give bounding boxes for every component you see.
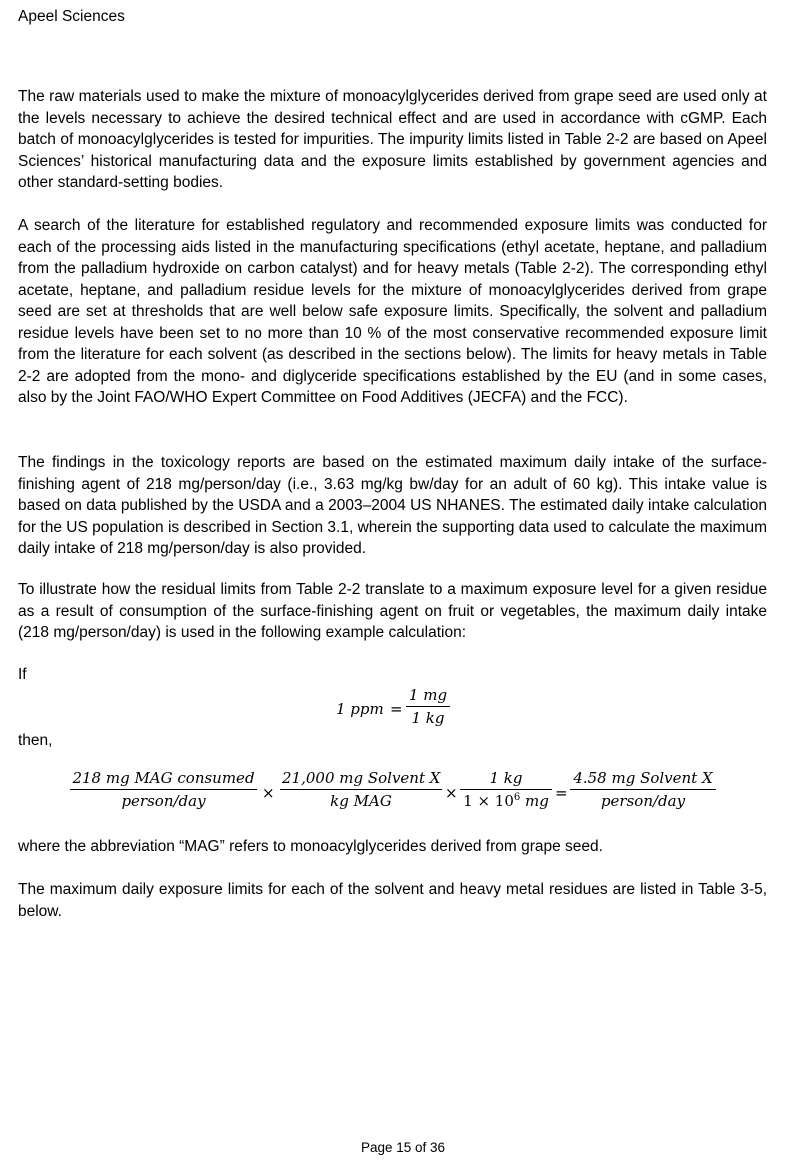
label-if: If (18, 666, 27, 683)
eq2-f3-den-exponent: 6 (513, 792, 521, 803)
eq1-lhs: 1 ppm (336, 700, 384, 718)
eq2-times-1: × (262, 784, 275, 802)
eq2-f2-numerator: 21,000 mg Solvent X (280, 769, 442, 790)
running-header: Apeel Sciences (18, 8, 125, 25)
eq2-f3-den-base: 1 × 10 (463, 792, 514, 810)
eq2-f3-denominator (460, 790, 552, 810)
eq2-f3-den-unit: mg (520, 792, 549, 810)
eq2-f3-numerator: 1 kg (460, 769, 552, 790)
eq1-denominator: 1 kg (411, 709, 445, 727)
eq2-f2-denominator: kg MAG (330, 792, 392, 810)
eq2-fraction-solvent (280, 769, 442, 810)
paragraph-literature-search: A search of the literature for established regulatory and recommended exposure limits was conducted for each of the processing aids listed in the manufacturing specifications (ethyl acetate, heptane, and palladium from the palladium hydroxide on carbon catalyst) and for heavy metals (Table 2-2). The corresponding ethyl acetate, heptane, and palladium residue levels for the mixture of monoacylglycerides derived from grape seed are set at thresholds that are well below safe exposure limits. Specifically, the solvent and palladium residue levels have been set to no more than 10 % of the most conservative recommended exposure limit from the literature for each solvent (as described in the sections below). The limits for heavy metals in Table 2-2 are adopted from the mono- and diglyceride specifications established by the EU (and in some cases, also by the Joint FAO/WHO Expert Committee on Food Additives (JECFA) and the FCC). (18, 217, 767, 406)
label-then: then, (18, 732, 53, 749)
page-number: Page 15 of 36 (360, 1140, 446, 1155)
paragraph-exposure-limits: The maximum daily exposure limits for each of the solvent and heavy metal residues are listed in Table 3-5, below. (18, 881, 767, 920)
eq2-fraction-intake (70, 769, 257, 810)
paragraph-mag-abbreviation: where the abbreviation “MAG” refers to monoacylglycerides derived from grape seed. (18, 838, 603, 855)
eq2-fraction-conversion (460, 769, 552, 810)
eq1-numerator: 1 mg (406, 686, 450, 707)
eq1-fraction (406, 686, 450, 727)
eq1-equals: = (390, 700, 403, 718)
eq2-f4-denominator: person/day (600, 792, 686, 810)
eq2-equals: = (555, 784, 568, 802)
paragraph-toxicology-findings: The findings in the toxicology reports are based on the estimated maximum daily intake of the surface-finishing agent of 218 mg/person/day (i.e., 3.63 mg/kg bw/day for an adult of 60 kg). This intake value is based on data published by the USDA and a 2003–2004 US NHANES. The estimated daily intake calculation for the US population is described in Section 3.1, wherein the supporting data used to calculate the maximum daily intake of 218 mg/person/day is also provided. (18, 454, 767, 557)
eq2-f4-numerator: 4.58 mg Solvent X (570, 769, 716, 790)
eq2-f1-numerator: 218 mg MAG consumed (70, 769, 257, 790)
eq2-fraction-result (570, 769, 716, 810)
paragraph-example-intro: To illustrate how the residual limits from Table 2-2 translate to a maximum exposure level for a given residue as a result of consumption of the surface-finishing agent on fruit or vegetables, the maximum daily intake (218 mg/person/day) is used in the following example calculation: (18, 581, 767, 641)
paragraph-raw-materials: The raw materials used to make the mixture of monoacylglycerides derived from grape seed are used only at the levels necessary to achieve the desired technical effect and are used in accordance with cGMP. Each batch of monoacylglycerides is tested for impurities. The impurity limits listed in Table 2-2 are based on Apeel Sciences’ historical manufacturing data and the exposure limits established by government agencies and other standard-setting bodies. (18, 88, 767, 191)
eq2-times-2: × (445, 784, 458, 802)
eq2-f1-denominator: person/day (121, 792, 206, 810)
